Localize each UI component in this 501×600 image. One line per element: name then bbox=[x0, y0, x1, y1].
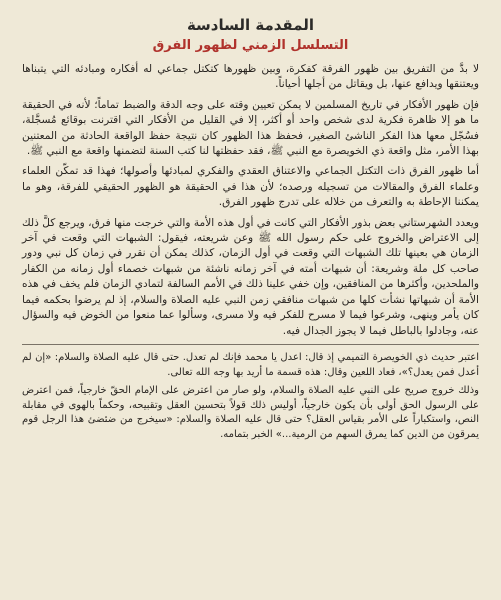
section-subtitle: التسلسل الزمني لظهور الفرق bbox=[152, 38, 349, 53]
quoted-note: وذلك خروج صريح على النبي عليه الصلاة والسلام، ولو صار من اعترض على الإمام الحقّ خارجياً، فمن اعترض على الرسول الحق أولى بأن يكون خارجياً، أوليس ذلك قولاً بتحسين العقل وتقبيحه، وحكماً بالهوى في مقابلة النص، واستكباراً على الأمر بقياس العقل؟ حتى قال عليه الصلاة والسلام: «سيخرج من ضئضئ هذا الرجل قوم يمرقون من الدين كما يمرق السهم من الرمية...» الخبر بتمامه. bbox=[22, 385, 479, 440]
paragraph: أما ظهور الفرق ذات التكتل الجماعي والاعتناق العقدي والفكري لمبادئها وأصولها؛ فهذا قد تمكّن العلماء وعلماء الفرق والمقالات من تسجيله ورصده؛ لأن هذا في الحقيقة هو الظهور الحقيقي للفرقة، وهو ما يمكننا الإحاطة به والتعرف من خلاله على تدرج ظهور الفرق. bbox=[22, 165, 479, 209]
quoted-note: اعتبر حديث ذي الخويصرة التميمي إذ قال: اعدل يا محمد فإنك لم تعدل. حتى قال عليه الصلاة والسلام: «إن لم أعدل فمن يعدل؟»، فعاد اللعين وقال: هذه قسمة ما أريد بها وجه الله تعالى. bbox=[22, 351, 479, 378]
section-title: المقدمة السادسة bbox=[186, 16, 315, 34]
paragraph: لا بدَّ من التفريق بين ظهور الفرقة كفكرة، وبين ظهورها كتكتل جماعي له أفكاره ومبادئه التي يتبناها ويعتنقها ويدافع عنها، بل ويقاتل من أجلها أحياناً. bbox=[22, 63, 479, 91]
divider bbox=[22, 344, 479, 345]
paragraph: فإن ظهور الأفكار في تاريخ المسلمين لا يمكن تعيين وقته على وجه الدقة والضبط تماماً؛ لأنه في الحقيقة ما هو إلا ظاهرة فكرية لدى شخص واحد أو أكثر، إلا في القليل من الأفكار التي اقترنت بوقائع مُسجَّلة، فسُجّل معها هذا الفكر الناشئ الصغير، فحفظ هذا الظهور كان نتيجة حفظ الواقعة الحادثة من المعتنين بهذا الأمر، مثل واقعة ذي الخويصرة مع النبي ﷺ، فقد حفظتها لنا كتب السنة لتضمنها واقعة مع النبي ﷺ. bbox=[22, 98, 479, 158]
paragraph: ويعدد الشهرستاني بعض بذور الأفكار التي كانت في أول هذه الأمة والتي خرجت منها فرق، ويرجع كلَّ ذلك إلى الاعتراض والخروج على حكم رسول الله ﷺ وعن شريعته، فيقول: الشبهات التي وقعت في آخر الزمان هي بعينها تلك الشبهات التي وقعت في أول الزمان، كذلك يمكن أن نقرر في زمان كل نبي ودور صاحب كل ملة وشريعة: أن شبهات أمته في آخر زمانه ناشئة من شبهات خصماء أول زمانه من الكفار والملحدين، وأكثرها من المنافقين، وإن خفي علينا ذلك في الأمم السالفة لتمادي الزمان فلم يخف في هذه الأمة أن شبهاتها نشأت كلها من شبهات منافقي زمن النبي عليه الصلاة والسلام، إذ لم يرضوا بحكمه فيما كان يأمر وينهى، وشرعوا فيما لا مسرح للفكر فيه ولا مسرى، وسألوا عما منعوا من الخوض فيه والسؤال عنه، وجادلوا بالباطل فيما لا يجوز الجدال فيه. bbox=[22, 216, 479, 337]
